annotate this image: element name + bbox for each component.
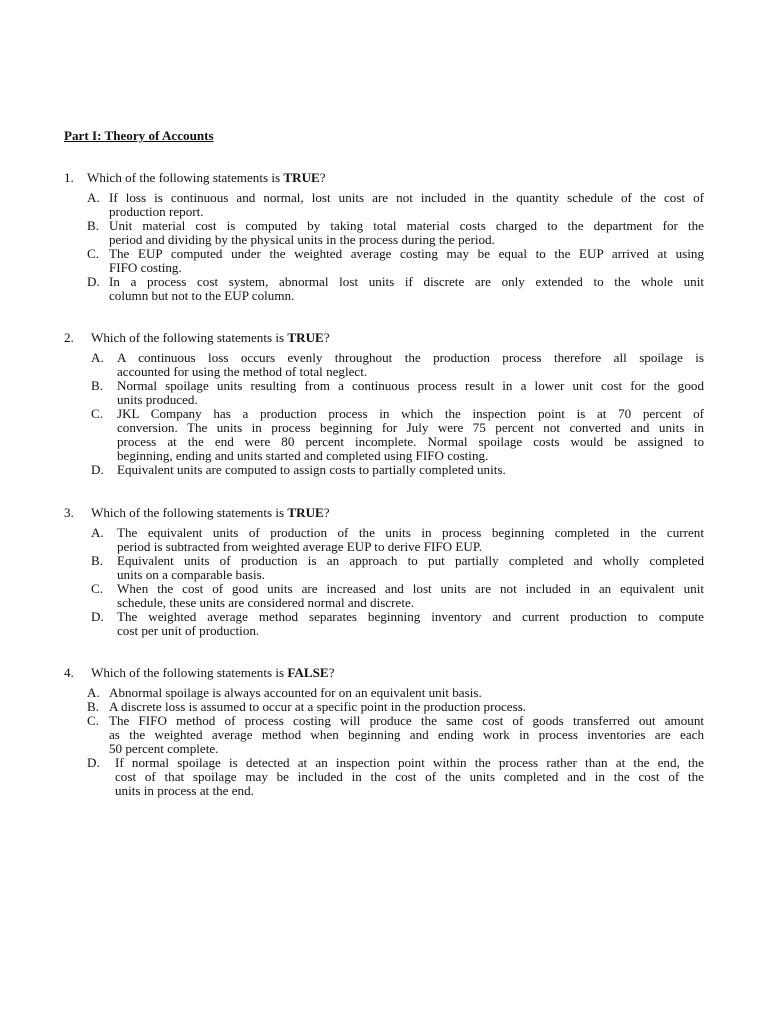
choice-text <box>117 526 704 554</box>
choice-text <box>109 686 704 700</box>
question-stem-text: Which of the following statements is <box>91 505 288 520</box>
choice-text <box>109 191 704 219</box>
choice-letter: D. <box>87 755 100 770</box>
choice-text-line: If loss is continuous and normal, lost units are not included in the quantity schedule of the cost of <box>109 190 704 205</box>
choice-item <box>0 714 768 756</box>
question-text <box>91 506 330 520</box>
choice-text-line: The FIFO method of process costing will produce the same cost of goods transferred out amount <box>109 713 704 728</box>
question-keyword: TRUE <box>287 505 324 520</box>
question-stem <box>0 171 768 185</box>
choice-text-line: 50 percent complete. <box>109 741 219 756</box>
choice-letter: B. <box>91 378 104 393</box>
question-keyword: FALSE <box>287 665 329 680</box>
choice-text-line: If normal spoilage is detected at an inspection point within the process rather than at the end, the <box>115 755 704 770</box>
choice-text-line: units on a comparable basis. <box>117 567 265 582</box>
choice-text-line: Normal spoilage units resulting from a continuous process result in a lower unit cost for the good <box>117 378 704 393</box>
choice-text <box>109 219 704 247</box>
choice-text <box>117 610 704 638</box>
choice-item <box>0 554 768 582</box>
choice-item <box>0 756 768 798</box>
choice-letter: C. <box>91 581 104 596</box>
choice-letter: B. <box>87 218 100 233</box>
choice-letter: C. <box>87 246 100 261</box>
choice-list <box>0 351 768 477</box>
choice-item <box>0 700 768 714</box>
choice-text-line: units in process at the end. <box>115 783 254 798</box>
choice-item <box>0 686 768 700</box>
choice-text-line: A continuous loss occurs evenly throughout the production process therefore all spoilage is <box>117 350 704 365</box>
choice-letter: B. <box>91 553 104 568</box>
choice-text <box>109 247 704 275</box>
choice-text-line: Unit material cost is computed by taking total material costs charged to the department for the <box>109 218 704 233</box>
choice-text-line: as the weighted average method when beginning and ending work in process inventories are each <box>109 727 704 742</box>
choice-text-line: FIFO costing. <box>109 260 182 275</box>
question-item <box>0 666 768 798</box>
question-keyword: TRUE <box>287 330 324 345</box>
choice-text-line: cost of that spoilage may be included in the cost of the units completed and in the cost of the <box>115 769 704 784</box>
choice-letter: C. <box>87 713 100 728</box>
question-item <box>0 331 768 477</box>
choice-letter: D. <box>87 274 100 289</box>
choice-text-line: A discrete loss is assumed to occur at a specific point in the production process. <box>109 699 527 714</box>
choice-letter: D. <box>91 609 104 624</box>
choice-item <box>0 463 768 477</box>
choice-text <box>117 379 704 407</box>
choice-text-line: production report. <box>109 204 204 219</box>
choice-text-line: process at the end were 80 percent incomplete. Normal spoilage costs would be assigned to <box>117 434 704 449</box>
question-stem-text: Which of the following statements is <box>91 665 288 680</box>
choice-text-line: In a process cost system, abnormal lost units if discrete are only extended to the whole unit <box>109 274 704 289</box>
question-keyword: TRUE <box>283 170 320 185</box>
choice-item <box>0 582 768 610</box>
question-stem <box>0 331 768 345</box>
choice-letter: A. <box>87 685 100 700</box>
choice-text <box>117 582 704 610</box>
choice-text <box>109 275 704 303</box>
choice-text <box>117 351 704 379</box>
question-end: ? <box>323 330 330 345</box>
question-end: ? <box>323 505 330 520</box>
choice-item <box>0 610 768 638</box>
question-stem <box>0 666 768 680</box>
question-text <box>87 171 326 185</box>
question-item <box>0 506 768 638</box>
question-text <box>91 331 330 345</box>
question-item <box>0 171 768 303</box>
choice-item <box>0 379 768 407</box>
choice-text-line: beginning, ending and units started and completed using FIFO costing. <box>117 448 489 463</box>
choice-text-line: JKL Company has a production process in which the inspection point is at 70 percent of <box>117 406 704 421</box>
choice-text-line: When the cost of good units are increased and lost units are not included in an equivalent unit <box>117 581 704 596</box>
choice-text <box>117 407 704 463</box>
choice-text-line: The weighted average method separates beginning inventory and current production to compute <box>117 609 704 624</box>
choice-list <box>0 686 768 798</box>
choice-item <box>0 526 768 554</box>
choice-text <box>115 756 704 798</box>
choice-text-line: Equivalent units are computed to assign costs to partially completed units. <box>117 462 506 477</box>
choice-text-line: Abnormal spoilage is always accounted for on an equivalent unit basis. <box>109 685 482 700</box>
question-stem-text: Which of the following statements is <box>91 330 288 345</box>
choice-item <box>0 191 768 219</box>
question-end: ? <box>328 665 335 680</box>
choice-text-line: accounted for using the method of total neglect. <box>117 364 368 379</box>
choice-text <box>109 714 704 756</box>
choice-text-line: schedule, these units are considered normal and discrete. <box>117 595 415 610</box>
choice-text-line: period is subtracted from weighted average EUP to derive FIFO EUP. <box>117 539 482 554</box>
choice-text-line: The EUP computed under the weighted average costing may be equal to the EUP arrived at using <box>109 246 704 261</box>
choice-text <box>117 463 704 477</box>
question-end: ? <box>319 170 326 185</box>
question-text <box>91 666 334 680</box>
choice-item <box>0 247 768 275</box>
choice-text-line: cost per unit of production. <box>117 623 260 638</box>
choice-letter: A. <box>91 525 104 540</box>
choice-item <box>0 407 768 463</box>
choice-letter: C. <box>91 406 104 421</box>
choice-item <box>0 219 768 247</box>
choice-letter: A. <box>91 350 104 365</box>
question-number: 2. <box>64 330 74 345</box>
question-stem-text: Which of the following statements is <box>87 170 284 185</box>
choice-text-line: period and dividing by the physical units in the process during the period. <box>109 232 495 247</box>
choice-letter: A. <box>87 190 100 205</box>
choice-text-line: units produced. <box>117 392 198 407</box>
choice-letter: B. <box>87 699 100 714</box>
choice-text <box>109 700 704 714</box>
choice-text-line: Equivalent units of production is an approach to put partially completed and wholly completed <box>117 553 704 568</box>
choice-item <box>0 351 768 379</box>
choice-list <box>0 191 768 303</box>
choice-letter: D. <box>91 462 104 477</box>
question-stem <box>0 506 768 520</box>
question-number: 4. <box>64 665 74 680</box>
choice-text-line: column but not to the EUP column. <box>109 288 295 303</box>
question-number: 3. <box>64 505 74 520</box>
choice-text-line: conversion. The units in process beginning for July were 75 percent not converted and units in <box>117 420 704 435</box>
section-title: Part I: Theory of Accounts <box>64 128 214 143</box>
choice-item <box>0 275 768 303</box>
choice-text <box>117 554 704 582</box>
choice-list <box>0 526 768 638</box>
choice-text-line: The equivalent units of production of the units in process beginning completed in the current <box>117 525 704 540</box>
question-number: 1. <box>64 170 74 185</box>
